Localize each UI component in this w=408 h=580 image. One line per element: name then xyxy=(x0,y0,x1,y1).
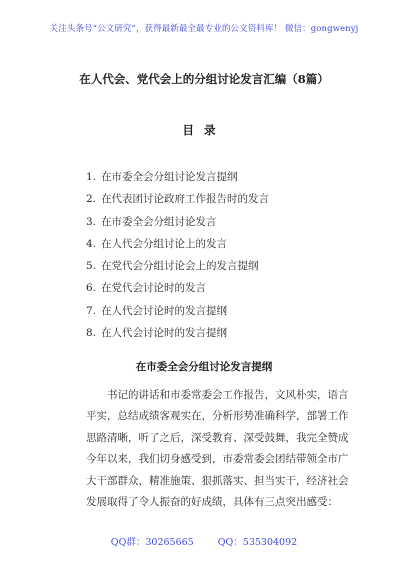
toc-item xyxy=(86,281,269,303)
body-line: 发展取得了令人振奋的好成绩，具体有三点突出感受： xyxy=(86,495,338,508)
body-line: 书记的讲话和市委常委会工作报告，文风朴实，语言 xyxy=(107,389,349,401)
toc-item-label: 在人代会分组讨论上的发言 xyxy=(101,237,228,250)
toc-item-label: 在人代会讨论时的发言提纲 xyxy=(101,327,228,340)
body-line: 平实，总结成绩客观实在，分析形势准确科学，部署工作 xyxy=(86,410,349,423)
toc-item xyxy=(86,237,269,259)
toc-item-label: 在市委全会分组讨论发言 xyxy=(101,215,217,228)
toc-item-number: 8. xyxy=(86,327,97,340)
section-title: 在市委全会分组讨论发言提纲 xyxy=(135,361,273,373)
toc-item xyxy=(86,170,269,192)
toc-item xyxy=(86,215,269,237)
toc-item-label: 在代表团讨论政府工作报告时的发言 xyxy=(101,193,270,206)
header-note: 关注头条号“公文研究”，获得最新最全最专业的公文资料库！ 微信：gongwenyj xyxy=(49,24,359,34)
body-line: 大干部群众，精准施策、狠抓落实、担当实干，经济社会 xyxy=(86,474,349,487)
toc-item-number: 2. xyxy=(86,193,97,206)
toc-item-label: 在市委全会分组讨论发言提纲 xyxy=(101,171,238,183)
toc-item-number: 5. xyxy=(86,260,97,273)
toc-item-number: 4. xyxy=(86,237,97,250)
table-of-contents xyxy=(86,170,269,348)
body-line: 今年以来，我们切身感受到，市委常委会团结带领全市广 xyxy=(86,453,349,466)
toc-item xyxy=(86,304,269,326)
toc-heading: 目录 xyxy=(182,123,226,137)
body-line: 思路清晰，听了之后，深受教育、深受鼓舞，我完全赞成 xyxy=(86,431,349,444)
toc-item-number: 1. xyxy=(86,171,97,183)
toc-item-label: 在党代会分组讨论会上的发言提纲 xyxy=(101,260,259,273)
footer-contact xyxy=(0,534,408,548)
toc-item-number: 6. xyxy=(86,282,97,295)
toc-item-number: 7. xyxy=(86,304,97,317)
qq-group-number: QQ群：30265665 xyxy=(110,537,194,548)
toc-item xyxy=(86,192,269,214)
toc-item-label: 在党代会讨论时的发言 xyxy=(101,282,207,295)
toc-item-number: 3. xyxy=(86,215,97,228)
toc-item xyxy=(86,259,269,281)
toc-item-label: 在人代会讨论时的发言提纲 xyxy=(101,304,228,317)
body-paragraph xyxy=(86,385,349,513)
document-title: 在人代会、党代会上的分组讨论发言汇编（8篇） xyxy=(79,72,329,86)
qq-number: QQ：535304092 xyxy=(217,537,298,548)
toc-item xyxy=(86,326,269,348)
